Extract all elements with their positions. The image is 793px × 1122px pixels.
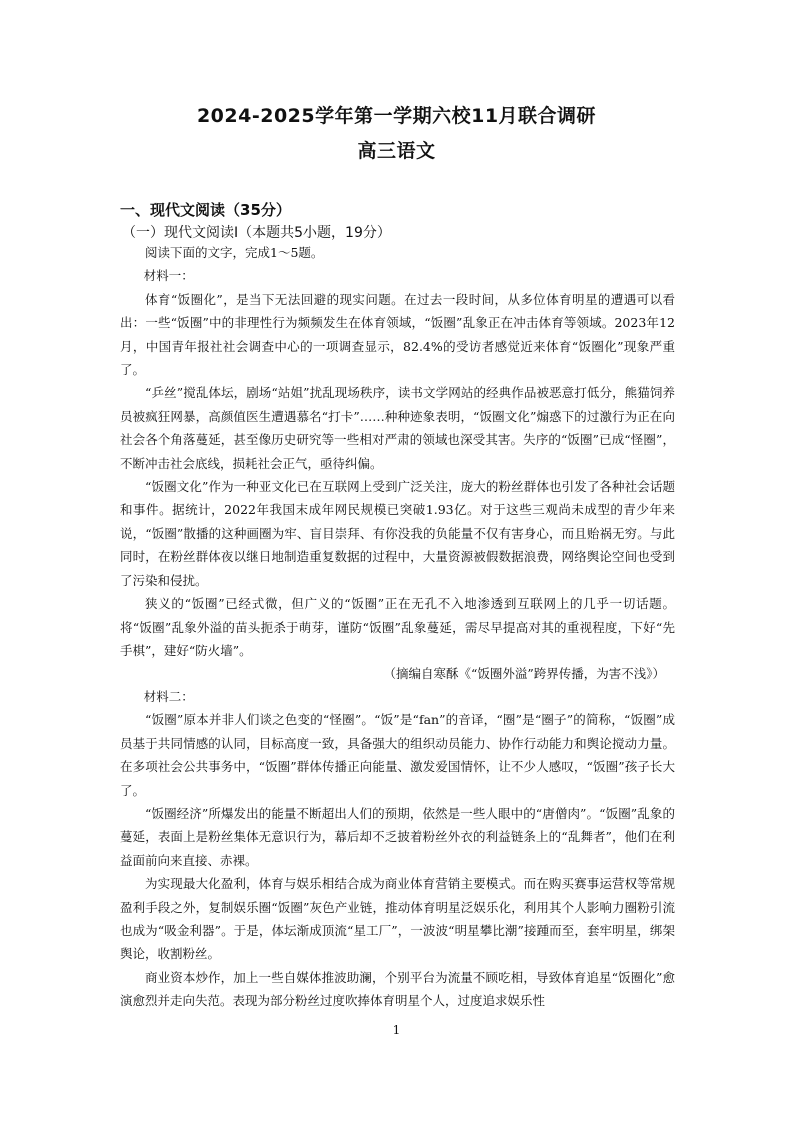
paragraph: “饭圈文化”作为一种亚文化已在互联网上受到广泛关注，庞大的粉丝群体也引发了各种社会话题和事件。据统计，2022年我国末成年网民规模已突破1.93亿。对于这些三观尚未成型的青少年来说，“饭圈”散播的这种画圈为牢、盲目崇拜、有你没我的负能量不仅有害身心，而且贻祸无穷。与此同时，在粉丝群体夜以继日地制造重复数据的过程中，大量资源被假数据浪费，网络舆论空间也受到了污染和侵扰。 <box>120 479 675 588</box>
material-2-block <box>120 685 675 1013</box>
material-1-label: 材料一： <box>143 268 194 284</box>
paragraph: “饭圈经济”所爆发出的能量不断超出人们的预期，依然是一些人眼中的“唐僧肉”。“饭圈”乱象的蔓延，表面上是粉丝集体无意识行为，幕后却不乏披着粉丝外衣的利益链条上的“乱舞者”，他们在利益面前向来直接、赤裸。 <box>120 806 675 868</box>
material-1-block <box>120 241 675 686</box>
exam-title: 2024-2025学年第一学期六校11月联合调研 <box>196 105 597 127</box>
material-2-label: 材料二： <box>143 689 194 704</box>
paragraph: 商业资本炒作，加上一些自媒体推波助澜，个别平台为流量不顾吃相，导致体育追星“饭圈化”愈演愈烈并走向失范。表现为部分粉丝过度吹捧体育明星个人，过度追求娱乐性 <box>120 969 675 1009</box>
paragraph: “饭圈”原本并非人们谈之色变的“怪圈”。“饭”是“fan”的音译，“圈”是“圈子”的简称，“饭圈”成员基于共同情感的认同，目标高度一致，具备强大的组织动员能力、协作行动能力和舆论搅动力量。在多项社会公共事务中，“饭圈”群体传播正向能量、激发爱国情怀，让不少人感叹，“饭圈”孩子长大了。 <box>120 712 675 798</box>
instruction: 阅读下面的文字，完成1～5题。 <box>145 245 324 260</box>
page-number: 1 <box>392 1023 401 1037</box>
material-1-source: （摘编自寒酥《“饭圈外溢”跨界传播，为害不浅》） <box>383 666 665 682</box>
exam-subtitle: 高三语文 <box>357 140 436 162</box>
paragraph: “乒丝”搅乱体坛，剧场“站姐”扰乱现场秩序，读书文学网站的经典作品被恶意打低分，熊猫饲养员被疯狂网暴，高颜值医生遭遇慕名“打卡”……种种迹象表明，“饭圈文化”煽惑下的过激行为正在向社会各个角落蔓延，甚至像历史研究等一些相对严肃的领域也深受其害。失序的“饭圈”已成“怪圈”，不断冲击社会底线，损耗社会正气，亟待纠偏。 <box>120 385 675 471</box>
section-heading: 一、现代文阅读（35分） <box>120 201 291 219</box>
subsection-heading: （一）现代文阅读Ⅰ（本题共5小题，19分） <box>122 225 391 241</box>
paragraph: 狭义的“饭圈”已经式微，但广义的“饭圈”正在无孔不入地渗透到互联网上的几乎一切话题。将“饭圈”乱象外溢的苗头扼杀于萌芽，谨防“饭圈”乱象蔓延，需尽早提高对其的重视程度，下好“先手棋”，建好“防火墙”。 <box>120 596 675 658</box>
paragraph: 为实现最大化盈利，体育与娱乐相结合成为商业体育营销主要模式。而在购买赛事运营权等常规盈利手段之外，复制娱乐圈“饭圈”灰色产业链，推动体育明星泛娱乐化，利用其个人影响力圈粉引流也成为“吸金利器”。于是，体坛渐成顶流“星工厂”，一波波“明星攀比潮”接踵而至，套牢明星，绑架舆论，收割粉丝。 <box>120 876 675 962</box>
paragraph: 体育“饭圈化”，是当下无法回避的现实问题。在过去一段时间，从多位体育明星的遭遇可以看出：一些“饭圈”中的非理性行为频频发生在体育领域，“饭圈”乱象正在冲击体育等领域。2023年12月，中国青年报社社会调查中心的一项调查显示，82.4%的受访者感觉近来体育“饭圈化”现象严重了。 <box>120 291 675 378</box>
